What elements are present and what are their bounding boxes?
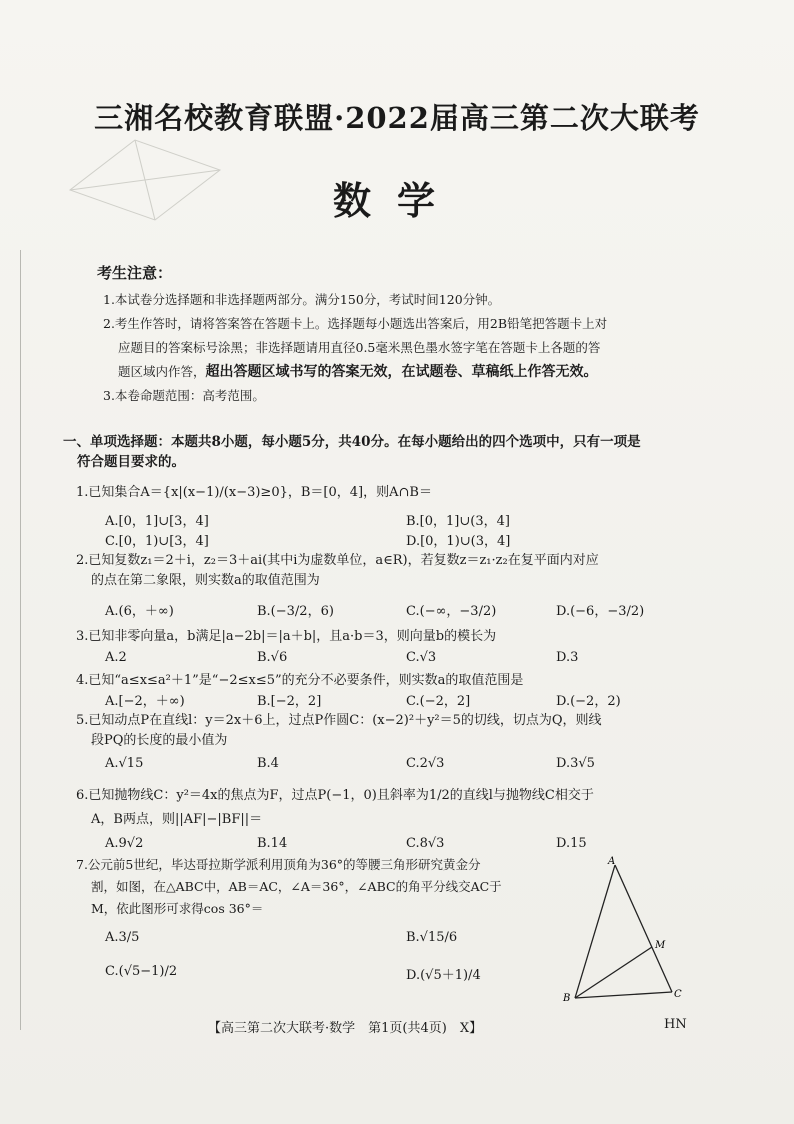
question-1-option-c: C.[0，1)∪[3，4] (105, 534, 209, 549)
question-7-option-c: C.(√5−1)/2 (105, 964, 178, 979)
page-footer: 【高三第二次大联考·数学 第1页(共4页) X】 (208, 1021, 483, 1036)
vertex-b-label: B (563, 993, 571, 1004)
notice-item-1: 1.本试卷分选择题和非选择题两部分。满分150分，考试时间120分钟。 (103, 292, 501, 307)
section-heading-line2: 符合题目要求的。 (77, 454, 185, 470)
question-6-option-b: B.14 (257, 836, 288, 851)
notice-item-3: 3.本卷命题范围：高考范围。 (103, 388, 265, 403)
question-5-option-c: C.2√3 (406, 756, 445, 771)
section-heading-line1: 一、单项选择题：本题共8小题，每小题5分，共40分。在每小题给出的四个选项中，只有一项是 (63, 434, 641, 450)
question-5-option-a: A.√15 (105, 756, 144, 771)
notice-item-2-end (118, 360, 758, 384)
question-4-option-d: D.(−2，2) (556, 694, 621, 709)
notice-heading: 考生注意： (97, 264, 173, 282)
question-1-option-a: A.[0，1]∪[3，4] (105, 514, 209, 529)
subject-title: 数学 (332, 178, 461, 223)
question-3-option-c: C.√3 (406, 650, 437, 665)
question-6-stem: 6.已知抛物线C：y²＝4x的焦点为F，过点P(−1，0)且斜率为1/2的直线l与抛物线C相交于 (76, 788, 594, 803)
question-2-option-d: D.(−6，−3/2) (556, 604, 645, 619)
question-2-option-c: C.(−∞，−3/2) (406, 604, 497, 619)
question-6-option-c: C.8√3 (406, 836, 445, 851)
question-3-option-d: D.3 (556, 650, 579, 665)
vertex-c-label: C (674, 989, 682, 1000)
question-3-option-a: A.2 (105, 650, 127, 665)
question-2-option-a: A.(6，＋∞) (105, 604, 174, 619)
question-3-stem: 3.已知非零向量a，b满足|a−2b|＝|a＋b|，且a·b＝3，则向量b的模长为 (76, 629, 497, 644)
side-ac (615, 865, 672, 992)
question-7-stem-cont: 割，如图，在△ABC中，AB＝AC，∠A＝36°，∠ABC的角平分线交AC于 (91, 879, 502, 894)
exam-title: 三湘名校教育联盟·2022届高三第二次大联考 (94, 101, 700, 135)
question-5-option-b: B.4 (257, 756, 279, 771)
notice-text: 题区域内作答， (118, 364, 206, 379)
question-1-option-d: D.[0，1)∪(3，4] (406, 534, 511, 549)
question-2-option-b: B.(−3/2，6) (257, 604, 334, 619)
question-6-option-a: A.9√2 (105, 836, 144, 851)
question-5-stem-cont: 段PQ的长度的最小值为 (91, 733, 228, 748)
question-2-stem-cont: 的点在第二象限，则实数a的取值范围为 (91, 573, 320, 588)
notice-emphasis: 超出答题区域书写的答案无效，在试题卷、草稿纸上作答无效。 (205, 364, 598, 380)
question-1-option-b: B.[0，1]∪(3，4] (406, 514, 510, 529)
question-2-stem: 2.已知复数z₁＝2＋i，z₂＝3＋ai(其中i为虚数单位，a∈R)，若复数z＝z₁·z₂在复平面内对应 (76, 553, 599, 568)
question-5-option-d: D.3√5 (556, 756, 595, 771)
question-1-stem: 1.已知集合A＝{x|(x−1)/(x−3)≥0}，B＝[0，4]，则A∩B＝ (76, 485, 432, 500)
question-5-stem: 5.已知动点P在直线l：y＝2x＋6上，过点P作圆C：(x−2)²＋y²＝5的切线，切点为Q，则线 (76, 713, 602, 728)
question-7-option-b: B.√15/6 (406, 930, 458, 945)
question-3-option-b: B.√6 (257, 650, 288, 665)
question-7-option-d: D.(√5＋1)/4 (406, 968, 481, 983)
question-7-stem: 7.公元前5世纪，毕达哥拉斯学派利用顶角为36°的等腰三角形研究黄金分 (76, 857, 481, 872)
question-4-option-a: A.[−2，＋∞) (105, 694, 185, 709)
bisector-bm (575, 947, 652, 998)
question-7-option-a: A.3/5 (105, 930, 140, 945)
question-6-stem-cont: A，B两点，则||AF|−|BF||＝ (91, 812, 263, 827)
question-4-option-b: B.[−2，2] (257, 694, 322, 709)
question-7-stem-end: M，依此图形可求得cos 36°＝ (91, 901, 264, 916)
notice-item-2-cont: 应题目的答案标号涂黑；非选择题请用直径0.5毫米黑色墨水签字笔在答题卡上各题的答 (118, 340, 601, 355)
vertex-a-label: A (608, 856, 616, 867)
side-bc (575, 992, 672, 998)
binding-margin-line (20, 250, 21, 1030)
question-4-option-c: C.(−2，2] (406, 694, 471, 709)
question-6-option-d: D.15 (556, 836, 587, 851)
footer-region-code: HN (664, 1017, 687, 1032)
point-m-label: M (655, 940, 666, 951)
notice-item-2: 2.考生作答时，请将答案答在答题卡上。选择题每小题选出答案后，用2B铅笔把答题卡上对 (103, 316, 608, 331)
side-ab (575, 865, 615, 998)
section-heading (63, 432, 713, 472)
triangle-figure (560, 855, 700, 1015)
question-4-stem: 4.已知“a≤x≤a²＋1”是“−2≤x≤5”的充分不必要条件，则实数a的取值范围是 (76, 673, 524, 688)
